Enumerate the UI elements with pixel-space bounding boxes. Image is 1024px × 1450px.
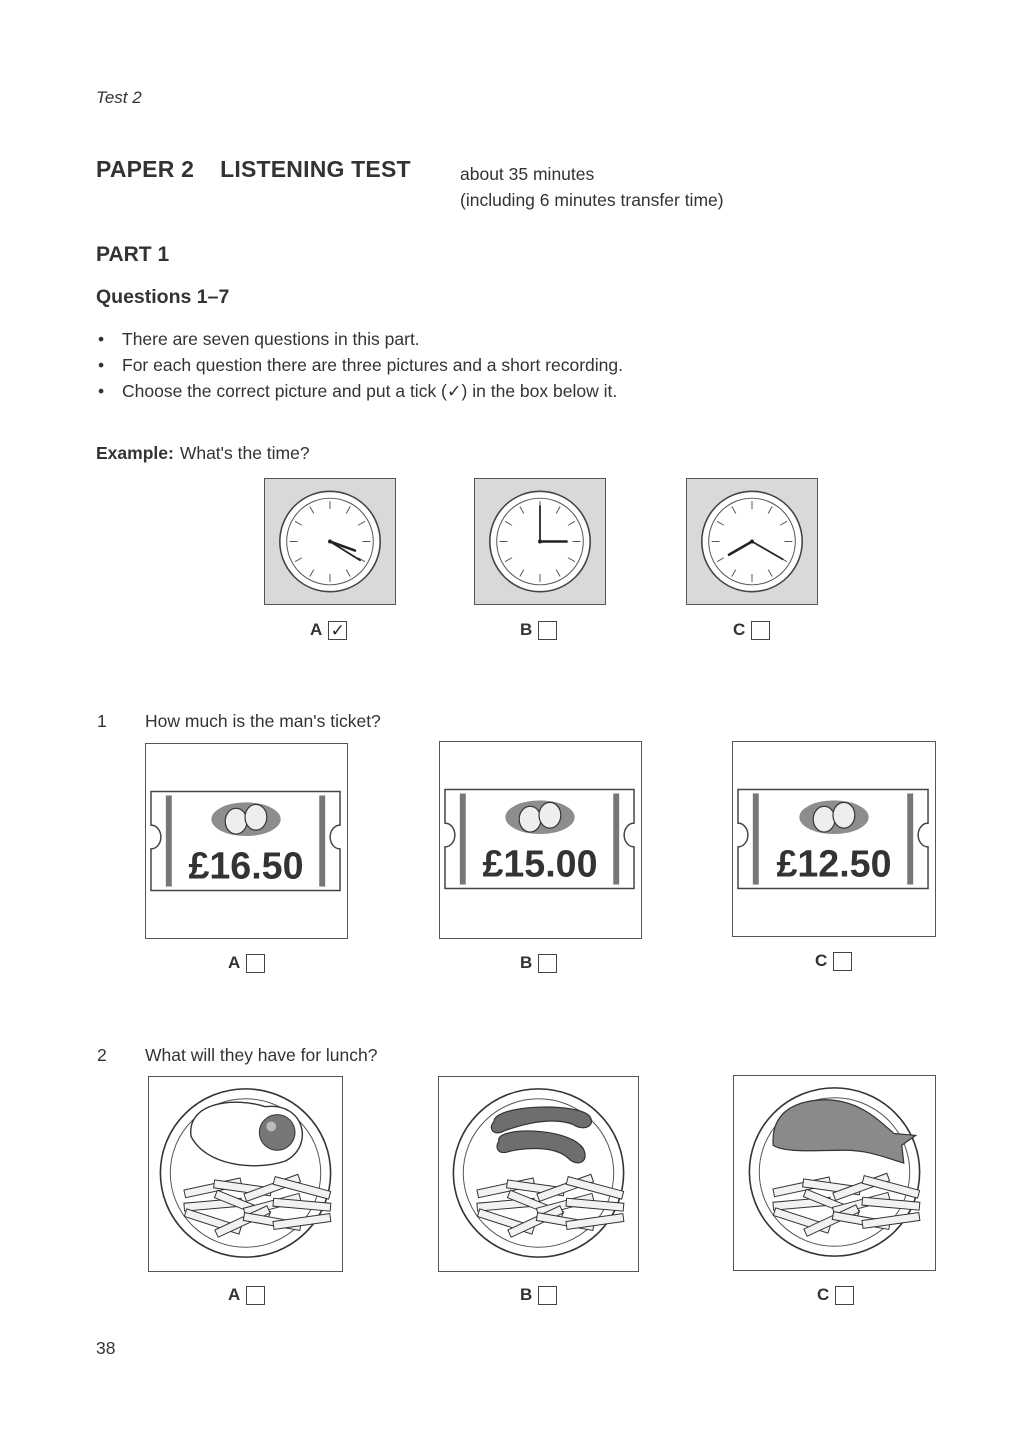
- duration-line-1: about 35 minutes: [460, 164, 595, 184]
- option-letter: A: [228, 953, 241, 972]
- option-letter: C: [733, 620, 746, 639]
- example-label: Example:: [96, 443, 174, 463]
- ticket-price: £12.50: [776, 842, 892, 885]
- example-option-b[interactable]: [520, 620, 557, 640]
- option-letter: A: [310, 620, 323, 639]
- paper-name: LISTENING TEST: [220, 156, 411, 182]
- clock-picture-a: [264, 478, 396, 605]
- question-text: What will they have for lunch?: [145, 1045, 378, 1065]
- q1-option-c[interactable]: [815, 951, 852, 971]
- q2-option-c[interactable]: [817, 1285, 854, 1305]
- page-number: 38: [96, 1338, 116, 1358]
- answer-checkbox[interactable]: [835, 1286, 854, 1305]
- answer-checkbox[interactable]: [833, 952, 852, 971]
- part-title: PART 1: [96, 243, 170, 266]
- option-letter: B: [520, 953, 533, 972]
- questions-range: Questions 1–7: [96, 286, 230, 308]
- option-letter: B: [520, 620, 533, 639]
- fish-and-chips-icon: [734, 1076, 935, 1270]
- q2-option-b[interactable]: [520, 1285, 557, 1305]
- clock-c-icon: [687, 479, 817, 604]
- clock-b-icon: [475, 479, 605, 604]
- duration-line-2: (including 6 minutes transfer time): [460, 190, 724, 210]
- clock-picture-b: [474, 478, 606, 605]
- answer-checkbox[interactable]: [751, 621, 770, 640]
- instruction-item: • Choose the correct picture and put a tick (✓) in the box below it.: [98, 378, 623, 404]
- example-option-c[interactable]: [733, 620, 770, 640]
- food-picture-b: [438, 1076, 639, 1272]
- example-option-a[interactable]: [310, 620, 347, 640]
- option-letter: B: [520, 1285, 533, 1304]
- sausages-and-chips-icon: [439, 1077, 638, 1271]
- ticket-icon: [440, 742, 641, 938]
- q2-option-a[interactable]: [228, 1285, 265, 1305]
- answer-checkbox[interactable]: [538, 621, 557, 640]
- ticket-picture-a: [145, 743, 348, 939]
- answer-checkbox[interactable]: [246, 1286, 265, 1305]
- q1-option-b[interactable]: [520, 953, 557, 973]
- ticket-picture-c: [732, 741, 936, 937]
- question-text: How much is the man's ticket?: [145, 711, 381, 731]
- example-prompt: [96, 443, 310, 464]
- answer-checkbox[interactable]: ✓: [328, 621, 347, 640]
- instruction-item: • For each question there are three pictures and a short recording.: [98, 352, 623, 378]
- instruction-item: • There are seven questions in this part.: [98, 326, 623, 352]
- running-head: Test 2: [96, 88, 142, 107]
- ticket-price: £15.00: [482, 842, 598, 885]
- clock-picture-c: [686, 478, 818, 605]
- duration-note: [460, 161, 724, 213]
- paper-title: [96, 156, 411, 183]
- paper-label: PAPER 2: [96, 156, 195, 182]
- egg-and-chips-icon: [149, 1077, 342, 1271]
- ticket-price: £16.50: [188, 844, 304, 887]
- option-letter: C: [817, 1285, 830, 1304]
- clock-a-icon: [265, 479, 395, 604]
- option-letter: C: [815, 951, 828, 970]
- food-picture-a: [148, 1076, 343, 1272]
- answer-checkbox[interactable]: [538, 1286, 557, 1305]
- answer-checkbox[interactable]: [538, 954, 557, 973]
- food-picture-c: [733, 1075, 936, 1271]
- instructions-list: [98, 326, 623, 404]
- ticket-picture-b: [439, 741, 642, 939]
- example-question: What's the time?: [179, 443, 310, 463]
- ticket-icon: [146, 744, 347, 938]
- option-letter: A: [228, 1285, 241, 1304]
- q1-option-a[interactable]: [228, 953, 265, 973]
- ticket-icon: [733, 742, 935, 936]
- answer-checkbox[interactable]: [246, 954, 265, 973]
- question-number: 2: [97, 1045, 107, 1065]
- question-number: 1: [97, 711, 107, 731]
